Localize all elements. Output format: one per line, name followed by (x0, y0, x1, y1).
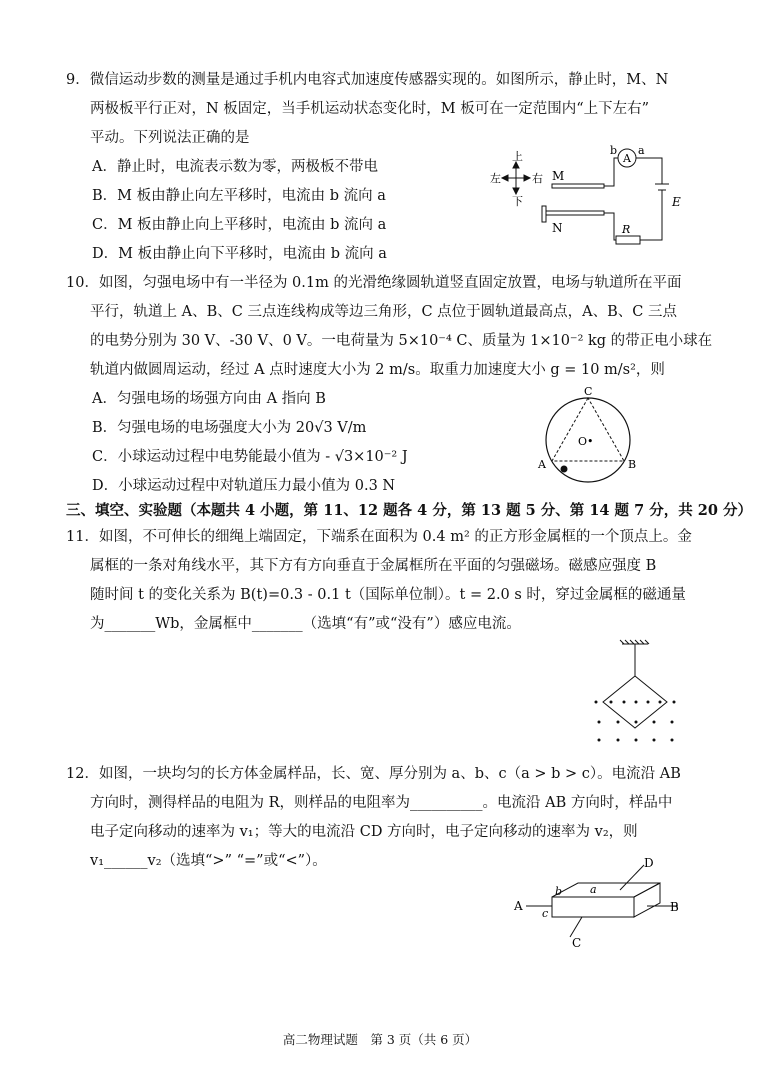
q9-capacitor-figure (490, 144, 690, 248)
q11-line-4: 为_______Wb，金属框中_______（选填“有”或“没有”）感应电流。 (90, 616, 521, 632)
q11-line-3: 随时间 t 的变化关系为 B(t)=0.3 - 0.1 t（国际单位制）。t = 2.0 s 时，穿过金属框的磁通量 (90, 587, 686, 603)
label-a-point: A (514, 899, 523, 913)
q10-line-4: 轨道内做圆周运动，经过 A 点时速度大小为 2 m/s。取重力加速度大小 g = 10 m/s²，则 (90, 362, 665, 378)
q10-option-d: D．小球运动过程中对轨道压力最小值为 0.3 N (92, 478, 396, 494)
q9-line-2: 两极板平行正对，N 板固定，当手机运动状态变化时，M 板可在一定范围内“上下左右” (90, 101, 650, 117)
q9-option-b: B．M 板由静止向左平移时，电流由 b 流向 a (92, 188, 386, 204)
label-thickness-c: c (542, 907, 549, 920)
label-up: 上 (512, 150, 523, 163)
label-n: N (552, 221, 563, 235)
label-c: C (584, 385, 593, 398)
q9-option-c: C．M 板由静止向上平移时，电流由 b 流向 a (92, 217, 387, 233)
q9-line-1: 9．微信运动步数的测量是通过手机内电容式加速度传感器实现的。如图所示，静止时，M、N (66, 72, 669, 88)
q12-line-3: 电子定向移动的速率为 v₁；等大的电流沿 CD 方向时，电子定向移动的速率为 v₂，则 (90, 824, 638, 840)
label-a: A (538, 458, 546, 471)
label-r: R (622, 223, 631, 236)
label-left: 左 (490, 172, 501, 185)
label-down: 下 (512, 195, 523, 208)
label-e: E (672, 195, 681, 209)
label-length-a: a (590, 883, 597, 896)
q9-option-d: D．M 板由静止向下平移时，电流由 b 流向 a (92, 246, 387, 262)
q12-line-1: 12．如图，一块均匀的长方体金属样品，长、宽、厚分别为 a、b、c（a > b > c）。电流沿 AB (66, 766, 681, 782)
label-b: B (628, 458, 637, 471)
direction-cross-icon (502, 162, 530, 194)
q10-option-a: A．匀强电场的场强方向由 A 指向 B (92, 391, 326, 407)
ammeter-icon: A (623, 152, 631, 165)
q10-option-c: C．小球运动过程中电势能最小值为 - √3×10⁻² J (92, 449, 408, 465)
label-b-point: B (670, 900, 679, 914)
magnetic-field-dots (595, 701, 676, 742)
q10-line-1: 10．如图，匀强电场中有一半径为 0.1m 的光滑绝缘圆轨道竖直固定放置，电场与轨道所在平面 (66, 275, 682, 291)
label-o: O• (578, 435, 594, 448)
label-a: a (638, 144, 645, 157)
label-right: 右 (532, 172, 543, 185)
page-footer: 高二物理试题 第 3 页（共 6 页） (282, 1032, 478, 1047)
q10-line-2: 平行，轨道上 A、B、C 三点连线构成等边三角形，C 点位于圆轨道最高点，A、B、C 三点 (90, 304, 677, 320)
q12-metal-block-figure (512, 855, 692, 955)
section-3-heading: 三、填空、实验题（本题共 4 小题，第 11、12 题各 4 分，第 13 题 5 分、第 14 题 7 分，共 20 分） (66, 502, 753, 519)
q11-line-1: 11．如图，不可伸长的细绳上端固定，下端系在面积为 0.4 m² 的正方形金属框的一个顶点上。金 (66, 529, 692, 545)
q10-circle-track-figure (530, 385, 650, 485)
q10-line-3: 的电势分别为 30 V、-30 V、0 V。一电荷量为 5×10⁻⁴ C、质量为 1×10⁻² kg 的带正电小球在 (90, 333, 713, 349)
q9-line-3: 平动。下列说法正确的是 (90, 130, 250, 146)
q9-option-a: A．静止时，电流表示数为零，两极板不带电 (92, 159, 378, 175)
label-b: b (610, 144, 618, 157)
q10-option-b: B．匀强电场的电场强度大小为 20√3 V/m (92, 420, 367, 436)
label-c-point: C (572, 936, 582, 950)
q12-line-4: v₁______v₂（选填“>” “=”或“<”）。 (90, 853, 327, 869)
q12-line-2: 方向时，测得样品的电阻为 R，则样品的电阻率为__________。电流沿 AB 方向时，样品中 (90, 795, 673, 811)
q11-line-2: 属框的一条对角线水平，其下方有方向垂直于金属框所在平面的匀强磁场。磁感应强度 B (90, 558, 657, 574)
label-width-b: b (555, 885, 563, 898)
q11-metal-frame-figure (594, 638, 684, 748)
label-d-point: D (644, 856, 654, 870)
label-m: M (552, 169, 565, 183)
